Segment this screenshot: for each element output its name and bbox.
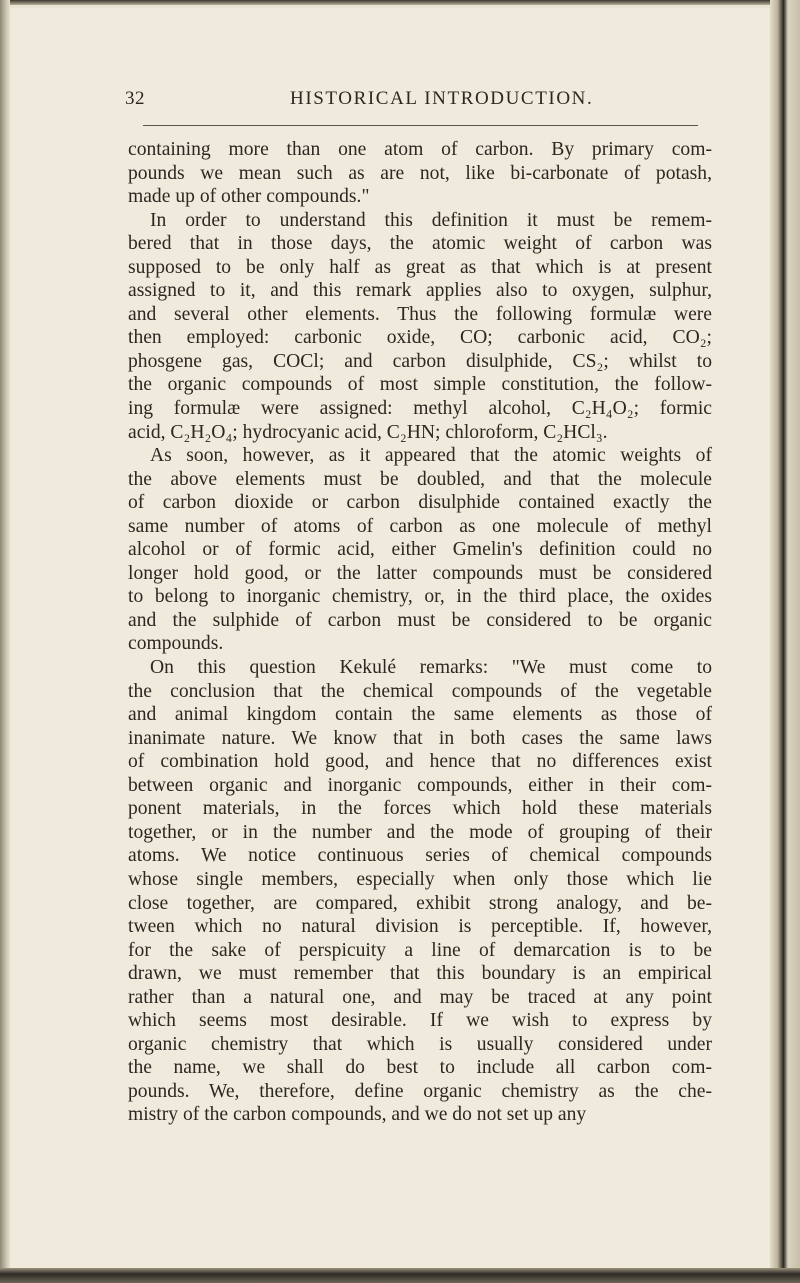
- text-line: pounds. We, therefore, define organic chemistry as the che-: [128, 1080, 712, 1102]
- text-line: compounds.: [128, 633, 224, 655]
- text-line: the name, we shall do best to include all carbon com-: [128, 1057, 712, 1079]
- bottom-page-edge: [0, 1268, 800, 1283]
- left-binding-edge: [0, 0, 10, 1283]
- text-line: mistry of the carbon compounds, and we do not set up any: [128, 1104, 587, 1126]
- text-line: drawn, we must remember that this boundary is an empirical: [128, 963, 712, 985]
- text-line: and the sulphide of carbon must be considered to be organic: [128, 609, 712, 631]
- right-page-edge: [770, 0, 800, 1283]
- text-line: rather than a natural one, and may be traced at any point: [128, 986, 712, 1008]
- text-line: phosgene gas, COCl; and carbon disulphide, CS₂; whilst to: [128, 350, 712, 372]
- text-line: ponent materials, in the forces which hold these materials: [128, 798, 712, 820]
- text-line: bered that in those days, the atomic weight of carbon was: [128, 233, 712, 255]
- text-line: organic chemistry that which is usually considered under: [128, 1033, 712, 1055]
- text-line: between organic and inorganic compounds, either in their com-: [128, 774, 712, 796]
- text-line: then employed: carbonic oxide, CO; carbonic acid, CO₂;: [128, 327, 712, 349]
- text-line: and several other elements. Thus the following formulæ were: [128, 303, 712, 325]
- text-line: acid, C₂H₂O₄; hydrocyanic acid, C₂HN; chloroform, C₂HCl₃.: [128, 421, 608, 443]
- text-line: pounds we mean such as are not, like bi-carbonate of potash,: [128, 162, 712, 184]
- text-line: assigned to it, and this remark applies also to oxygen, sulphur,: [128, 280, 712, 302]
- header-rule: [143, 125, 698, 126]
- page-number: 32: [125, 88, 145, 109]
- text-line: to belong to inorganic chemistry, or, in the third place, the oxides: [128, 586, 712, 608]
- text-line: ing formulæ were assigned: methyl alcohol, C₂H₄O₂; formic: [128, 398, 712, 420]
- text-line: close together, are compared, exhibit strong analogy, and be-: [128, 892, 712, 914]
- page-header: [125, 88, 710, 116]
- text-line: In order to understand this definition it must be remem-: [150, 209, 712, 231]
- text-line: alcohol or of formic acid, either Gmelin's definition could no: [128, 539, 712, 561]
- body-text: [128, 138, 712, 1127]
- text-line: whose single members, especially when only those which lie: [128, 868, 712, 890]
- text-line: of combination hold good, and hence that no differences exist: [128, 751, 712, 773]
- text-line: the organic compounds of most simple constitution, the follow-: [128, 374, 712, 396]
- text-line: the conclusion that the chemical compounds of the vegetable: [128, 680, 712, 702]
- text-line: for the sake of perspicuity a line of demarcation is to be: [128, 939, 712, 961]
- text-line: On this question Kekulé remarks: "We must come to: [150, 657, 712, 679]
- text-line: longer hold good, or the latter compounds must be considered: [128, 562, 712, 584]
- text-line: same number of atoms of carbon as one molecule of methyl: [128, 515, 712, 537]
- text-line: together, or in the number and the mode of grouping of their: [128, 821, 712, 843]
- text-line: and animal kingdom contain the same elements as those of: [128, 704, 712, 726]
- text-line: containing more than one atom of carbon. By primary com-: [128, 139, 712, 160]
- text-line: of carbon dioxide or carbon disulphide contained exactly the: [128, 492, 712, 514]
- text-line: atoms. We notice continuous series of chemical compounds: [128, 845, 712, 867]
- text-line: tween which no natural division is perceptible. If, however,: [128, 916, 712, 938]
- running-head: HISTORICAL INTRODUCTION.: [290, 88, 594, 109]
- text-line: the above elements must be doubled, and that the molecule: [128, 468, 712, 490]
- text-line: inanimate nature. We know that in both cases the same laws: [128, 727, 712, 749]
- text-line: supposed to be only half as great as that which is at present: [128, 256, 712, 278]
- text-line: made up of other compounds.": [128, 186, 370, 208]
- text-line: which seems most desirable. If we wish to express by: [128, 1010, 712, 1032]
- top-edge: [10, 0, 770, 5]
- text-line: As soon, however, as it appeared that the atomic weights of: [150, 445, 712, 467]
